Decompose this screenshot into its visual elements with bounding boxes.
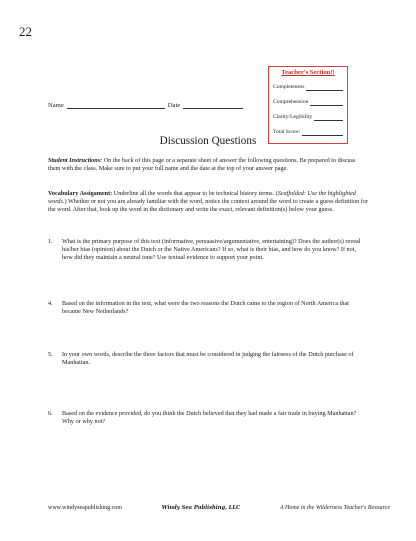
teacher-section-title: Teacher's Section!! (281, 69, 335, 76)
question-text: What is the primary purpose of this text (informative, persuasive/argumentative, entertaining)? Does the author(s) reveal his/her bias (opinion) about the Dutch or the Native Americans? If so, what is their bias, and how do you know? If not, how did they maintain a neutral tone? Use textual evidence to support your point. (62, 238, 361, 262)
date-label: Date (167, 102, 181, 109)
vocab-label: Vocabulary Assigament: (48, 190, 113, 197)
question-text: In your own words, describe the three factors that must be considered in judging the fairness of the Dutch purchase of Manhattan. (62, 351, 354, 367)
student-instructions (48, 157, 368, 173)
page-number: 22 (19, 24, 32, 39)
footer-resource-title: A Home in the Wilderness Teacher's Resource (279, 505, 390, 511)
teacher-line-completeness (273, 85, 343, 91)
vocab-text-1: Underline all the words that appear to be technical history terms. ( (112, 190, 278, 197)
date-blank (183, 102, 243, 109)
name-date-line (48, 102, 243, 109)
page-title: Discussion Questions (159, 135, 257, 147)
blank-line (310, 100, 343, 106)
teacher-line-label: Comprehension (273, 99, 309, 105)
name-blank (67, 102, 165, 109)
question-number: 1. (48, 238, 53, 245)
question-text: Based on the evidence provided, do you think the Dutch believed that they had made a fair trade in buying Manhattan? Why or why not? (62, 410, 357, 426)
question-number: 6. (48, 410, 53, 417)
question-6 (48, 410, 368, 426)
question-number: 5. (48, 351, 53, 358)
page-footer (48, 505, 390, 511)
footer-website: www.windyseapublishing.com (48, 505, 122, 511)
question-5 (48, 351, 368, 367)
teacher-line-comprehension (273, 100, 343, 106)
question-1 (48, 238, 368, 263)
question-text: Based on the information in the text, what were the two reasons the Dutch came to the region of North America that became New Netherlands? (62, 300, 349, 316)
question-4 (48, 300, 368, 316)
vocabulary-assignment (48, 190, 368, 215)
teacher-line-label: Total Score: (273, 129, 301, 135)
blank-line (314, 115, 343, 121)
instructions-label: Student Instructions: (48, 157, 103, 164)
instructions-text: On the back of this page or a separate sheet of answer the following questions. Be prepared to discuss them with the class. Make sure to put your full name and the date at the top of your answer page. (48, 157, 356, 173)
vocab-text-2: ) Whether or not you are already familiar with the word, notice the context around the word to create a guess definition for the word. After that, look up the word in the dictionary and write the exact, relevant definition(s) below your guess. (48, 198, 368, 214)
footer-publisher: Windy Sea Publishing, LLC (161, 505, 241, 511)
vocab-scaffold: Scaffolded: Use the highlighted words. (48, 190, 356, 206)
teacher-line-clarity (273, 115, 343, 121)
name-label: Name (48, 102, 64, 109)
blank-line (306, 85, 343, 91)
teacher-line-label: Completeness (273, 84, 305, 90)
teacher-line-label: Clarity/Legibility (273, 114, 313, 120)
question-number: 4. (48, 300, 53, 307)
teacher-section-box (268, 66, 348, 144)
